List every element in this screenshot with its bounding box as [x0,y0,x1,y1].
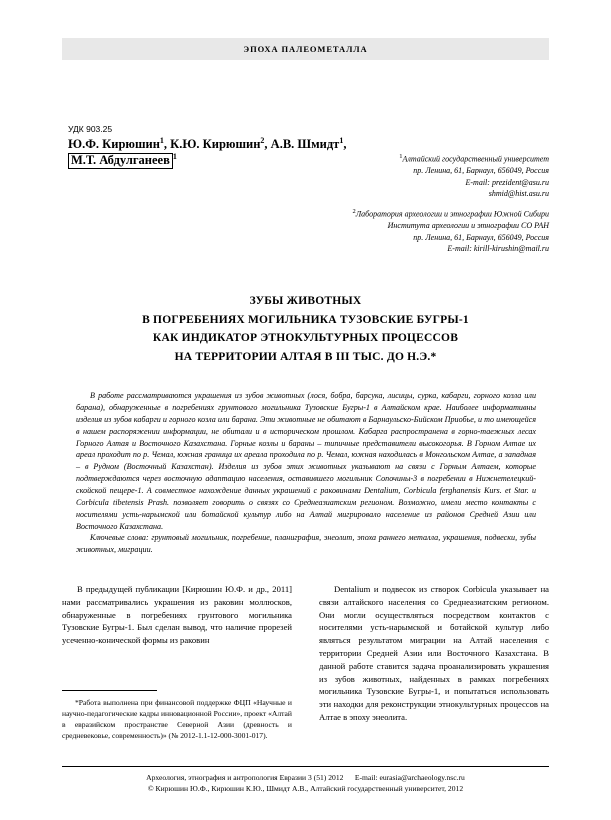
affiliations-block [249,152,549,262]
author-3-sup: 1 [339,136,344,145]
affiliation-1-email-1: E-mail: prezident@asu.ru [465,177,549,187]
affiliation-2-sup: 2 [352,208,356,216]
affiliation-1-line-2: пр. Ленина, 61, Барнаул, 656049, Россия [413,166,549,176]
author-2-sup: 2 [260,136,265,145]
footer-line-1 [62,772,549,783]
author-3: , А.В. Шмидт [264,137,340,152]
affiliation-1-email-2: shmid@hist.asu.ru [488,189,549,199]
title-line-3: КАК ИНДИКАТОР ЭТНОКУЛЬТУРНЫХ ПРОЦЕССОВ [152,332,459,345]
title-line-2: В ПОГРЕБЕНИЯХ МОГИЛЬНИКА ТУЗОВСКИЕ БУГРЫ-1 [142,313,469,326]
footnote-divider [62,690,157,691]
page-footer [62,772,549,795]
page-title [62,292,549,367]
title-line-4: НА ТЕРРИТОРИИ АЛТАЯ В III ТЫС. ДО Н.Э.* [174,350,437,363]
running-head-text: ЭПОХА ПАЛЕОМЕТАЛЛА [243,44,368,54]
running-head-banner [62,38,549,60]
affiliation-2-line-1: Лаборатория археологии и этнографии Южной Сибири [355,209,549,219]
affiliation-2 [249,207,549,255]
footer-copyright: © Кирюшин Ю.Ф., Кирюшин К.Ю., Шмидт А.В., Алтайский государственный университет, 2012 [147,784,464,794]
abstract-text: В работе рассматриваются украшения из зубов животных (лося, бобра, барсука, лисицы, сурка, кабарги, горного козла или барана), обнаруженные в погребениях грунтового могильника Тузовские Бугры-1 в Алтайском крае. Наиболее информативны изделия из зубов кабарги и горного козла или барана. Эти животные не обитают в Барнаульско-Бийском Приобье, и то имеющейся в нашем распоряжении информации, не обитали и в историческом прошлом. Кабарга распространена в горно-таежных лесах Горного Алтая и Восточного Казахстана. Горные козлы и бараны – типичные представители высокогорья. В Горном Алтае их ареал проходит по р. Чемал, южная граница их ареала проходила по р. Чемал, южная находилась в Монгольском Алтае, а западная – в Рудном (Восточный Казахстан). Изделия из зубов этих животных указывают на связи с Горным Алтаем, которые подтверждаются через восточную адаптацию населения, оставившего могильник Сопочины-3 в погребении в Нижнетелецкий-скойской пещере-1. А совместное нахождение данных украшений с раковинами Dentalium, Corbicula ferghanensis Kurs. et Star. и Corbicula tibetensis Prash. позволяет говорить о связях со Среднеазиатским регионом. Возможно, имели место контакты с носителями усть-нарымской или ботайской культур либо на Алтай мигрировало население из районов Средней Азии или Восточного Казахстана. [76,391,536,531]
author-4-sup: 1 [172,152,177,162]
body-paragraph-left: В предыдущей публикации [Кирюшин Ю.Ф. и др., 2011] нами рассматривались украшения из раковин моллюсков, обнаруженные в погребениях грунтового могильника Тузовские Бугры-1. Был сделан вывод, что наличие прорезей усеченно-конической формы из раковин [62,584,292,646]
footer-divider [62,766,549,767]
footer-email: E-mail: eurasia@archaeology.nsc.ru [354,773,465,782]
affiliation-1-sup: 1 [399,153,403,160]
affiliation-1-line-1: Алтайский государственный университет [402,154,549,164]
body-column-right [319,583,549,724]
author-2: , К.Ю. Кирюшин [163,137,261,152]
body-paragraph-right: Dentalium и подвесок из створок Corbicula указывает на связи алтайского населения со Среднеазиатским регионом. Они могли осуществляться посредством контактов с носителями усть-нарымской и ботайской культур либо являться результатом миграции на Алтай населения с территории Средней Азии или Восточного Казахстана. В данной работе ставится задача проанализировать украшения из зубов животных, найденных в рамках погребениях могильника Тузовские Бугры-1, и попытаться использовать эти находки для реконструкции этнокультурных процессов на Алтае в эпоху энеолита. [319,584,549,722]
keywords-text: Ключевые слова: грунтовый могильник, погребение, планиграфия, энеолит, эпоха раннего металла, украшения, подвески, зубы животных, миграции. [76,533,536,554]
affiliation-2-line-3: пр. Ленина, 61, Барнаул, 656049, Россия [413,232,549,242]
udc-code: УДК 903.25 [68,124,113,134]
body-column-left [62,583,292,647]
footer-journal-info: Археология, этнография и антропология Евразии 3 (51) 2012 [146,773,344,782]
affiliation-1 [249,152,549,200]
author-1-sup: 1 [159,136,164,145]
author-1: Ю.Ф. Кирюшин [68,137,160,152]
author-separator: , [343,137,347,152]
title-line-1: ЗУБЫ ЖИВОТНЫХ [249,295,362,307]
affiliation-2-line-2: Института археологии и этнографии СО РАН [387,221,549,231]
footnote-text: *Работа выполнена при финансовой поддержке ФЦП «Научные и научно-педагогические кадры инновационной России», проект «Алтай в евразийском пространстве Северной Азии (древность и средневековье, современность)» (№ 2012-1.1-12-000-3001-017). [62,698,292,740]
author-4-boxed: М.Т. Абдулганеев [68,153,173,169]
affiliation-2-email: E-mail: kirill-kirushin@mail.ru [447,244,549,254]
